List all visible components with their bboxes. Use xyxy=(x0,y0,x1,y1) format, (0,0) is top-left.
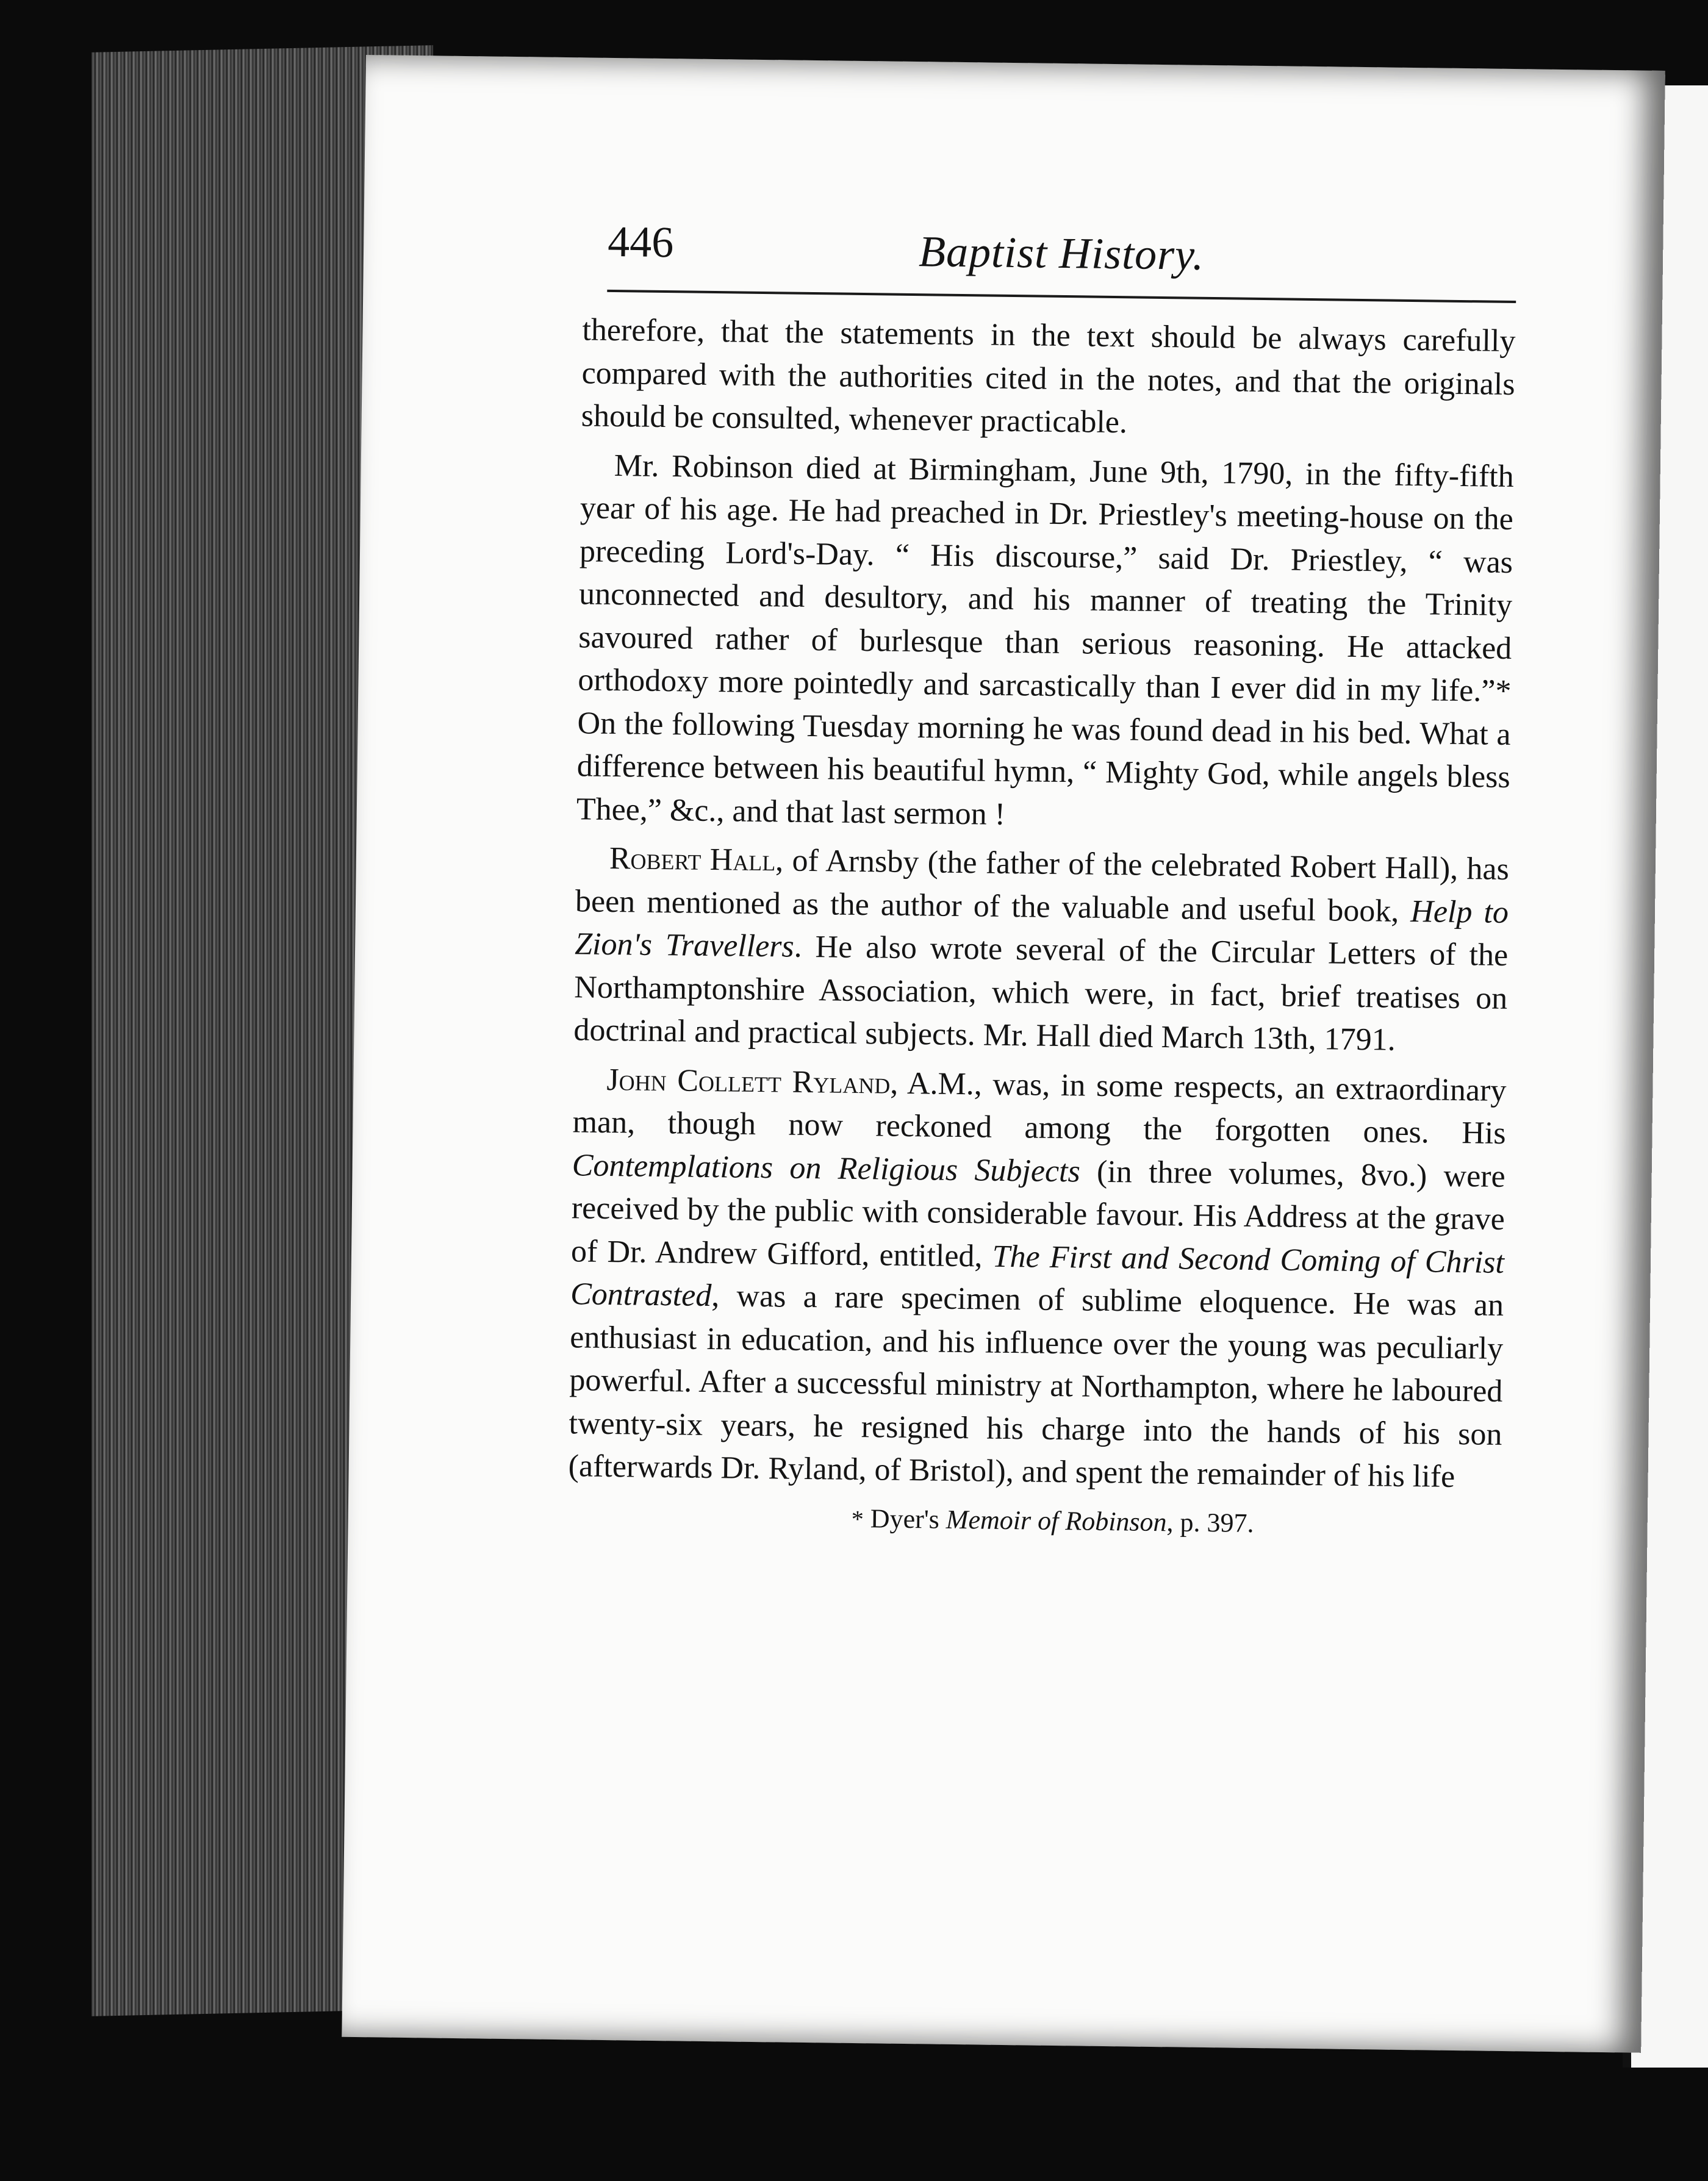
paragraph-robert-hall xyxy=(573,837,1509,1063)
running-head: Baptist History. xyxy=(918,227,1205,279)
book-title: Contemplations on Religious Subjects xyxy=(572,1147,1081,1189)
footnote-marker: * xyxy=(851,1505,864,1533)
book-title: The First and Second Coming of Christ Contrasted xyxy=(570,1239,1505,1314)
paragraph-robinson: Mr. Robinson died at Birmingham, June 9th, 1790, in the fifty-fifth year of his age. He had preached in Dr. Priestley's meeting-house on the preceding Lord's-Day. “ His discourse,” said Dr. Priestley, “ was unconnected and desultory, and his manner of treating the Trinity savoured rather of burlesque than serious reasoning. He attacked orthodoxy more pointedly and sarcastically than I ever did in my life.”* On the following Tuesday morning he was found dead in his bed. What a difference between his beautiful hymn, “ Mighty God, while angels bless Thee,” &c., and that last sermon ! xyxy=(576,448,1515,832)
person-name: John Collett Ryland xyxy=(606,1062,891,1101)
book-title: Help to Zion's Travellers xyxy=(574,894,1509,964)
footnote-text: , p. 397. xyxy=(1166,1506,1254,1538)
person-name: Robert Hall xyxy=(609,840,776,878)
text-run: , was a rare specimen of sublime eloquence. He was an enthusiast in education, and his influence over the young was peculiarly powerful. After a successful ministry at Northampton, where he laboured twenty-six years, he resigned his charge into the hands of his son (afterwards Dr. Ryland, of Bristol), and spent the remainder of his life xyxy=(568,1278,1504,1494)
page-header xyxy=(607,198,1517,303)
text-block xyxy=(562,198,1517,2008)
text-run: (in three volumes, 8vo.) were received by the public with considerable favour. His Address at the grave of Dr. Andrew Gifford, entitled, xyxy=(570,1153,1506,1274)
paragraph-ryland xyxy=(568,1058,1506,1500)
paragraph-continuation: therefore, that the statements in the text should be always carefully compared with the authorities cited in the notes, and that the originals should be consulted, whenever practicable. xyxy=(581,312,1516,440)
page-number: 446 xyxy=(607,217,674,267)
footnote-title: Memoir of Robinson xyxy=(946,1504,1167,1537)
text-run: . He also wrote several of the Circular Letters of the Northamptonshire Association, which were, in fact, brief treatises on doctrinal and practical subjects. Mr. Hall died March 13th, 1791. xyxy=(573,929,1509,1058)
text-run: , of Arnsby (the father of the celebrated Robert Hall), has been mentioned as the author of the valuable and useful book, xyxy=(575,843,1510,929)
body-text xyxy=(568,309,1516,1499)
text-run: , A.M., was, in some respects, an extraordinary man, though now reckoned among the forgotten ones. His xyxy=(572,1065,1507,1151)
footnote-text: Dyer's xyxy=(863,1503,947,1535)
book-page xyxy=(342,55,1665,2053)
footnote xyxy=(567,1499,1501,1542)
